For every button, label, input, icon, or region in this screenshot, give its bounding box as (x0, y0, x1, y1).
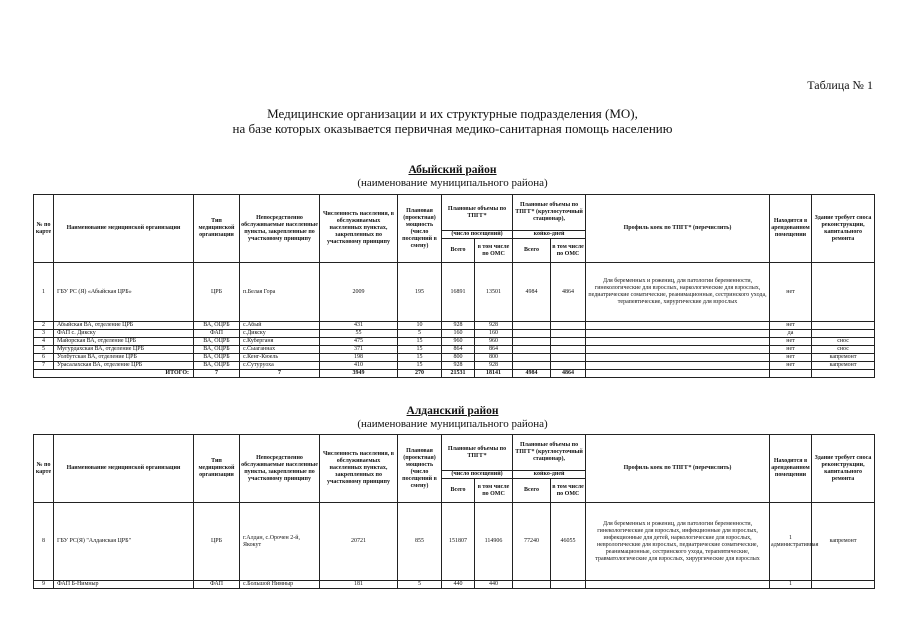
col-profile: Профиль коек по ТПГГ* (перечислить) (586, 435, 770, 503)
cell-amb-oms: 928 (475, 362, 513, 370)
cell-building (812, 370, 875, 378)
col-hospital-unit: койко-дней (513, 471, 586, 479)
cell-capacity: 270 (398, 370, 442, 378)
cell-amb-oms: 440 (475, 581, 513, 589)
cell-hosp-total: 4984 (513, 263, 551, 322)
col-hospital-unit: койко-дней (513, 231, 586, 239)
cell-type: ВА, ОЦРБ (194, 354, 240, 362)
cell-capacity: 15 (398, 362, 442, 370)
col-oms: в том числе по ОМС (475, 239, 513, 263)
cell-amb-total: 960 (442, 338, 475, 346)
col-total: Всего (442, 239, 475, 263)
col-ambulatory-unit: (число посещений) (442, 231, 513, 239)
col-rent: Находится в арендованном помещении (770, 435, 812, 503)
cell-amb-oms: 928 (475, 322, 513, 330)
region-name: Абыйский район (408, 164, 497, 176)
cell-hosp-total (513, 322, 551, 330)
table-number: Таблица № 1 (807, 78, 873, 92)
cell-name: ГБУ РС (Я) «Абыйская ЦРБ» (54, 263, 194, 322)
cell-building: капремонт (812, 362, 875, 370)
cell-amb-oms: 864 (475, 346, 513, 354)
cell-capacity: 15 (398, 346, 442, 354)
col-oms: в том числе по ОМС (551, 239, 586, 263)
cell-capacity: 5 (398, 581, 442, 589)
medical-organizations-table (33, 194, 875, 378)
cell-population: 3949 (320, 370, 398, 378)
cell-amb-total: 928 (442, 322, 475, 330)
cell-hosp-oms (551, 346, 586, 354)
col-building: Здание требует сноса реконструкции, капитального ремонта (812, 435, 875, 503)
cell-type: ВА, ОЦРБ (194, 322, 240, 330)
cell-settlements: с.Кенг-Кюель (240, 354, 320, 362)
document-title-line2: на базе которых оказывается первичная медико-санитарная помощь населению (232, 121, 673, 136)
cell-hosp-total: 77240 (513, 503, 551, 581)
col-settlements: Непосредственно обслуживаемые населенные пункты, закрепленные по участковому принципу (240, 435, 320, 503)
cell-name: Уолбутская ВА, отделение ЦРБ (54, 354, 194, 362)
cell-amb-total: 928 (442, 362, 475, 370)
cell-type: ЦРБ (194, 503, 240, 581)
col-type: Тип медицинской организации (194, 195, 240, 263)
cell-building: капремонт (812, 354, 875, 362)
cell-type: 7 (194, 370, 240, 378)
cell-population: 2009 (320, 263, 398, 322)
cell-settlements: с.Сутуруоха (240, 362, 320, 370)
cell-rent: нет (770, 354, 812, 362)
cell-type: ЦРБ (194, 263, 240, 322)
cell-num: 4 (34, 338, 54, 346)
col-type: Тип медицинской организации (194, 435, 240, 503)
cell-rent: 1 (770, 581, 812, 589)
cell-population: 431 (320, 322, 398, 330)
cell-building: снос (812, 338, 875, 346)
totals-row (34, 370, 875, 378)
cell-population: 475 (320, 338, 398, 346)
col-population: Численность населения, в обслуживаемых населенных пунктах, закрепленных по участковому принципу (320, 195, 398, 263)
cell-rent: нет (770, 362, 812, 370)
col-oms: в том числе по ОМС (475, 479, 513, 503)
cell-settlements: 7 (240, 370, 320, 378)
cell-amb-oms: 960 (475, 338, 513, 346)
col-hospital: Плановые объемы по ТПГГ* (круглосуточный стационар), (513, 195, 586, 231)
cell-num: 9 (34, 581, 54, 589)
cell-amb-oms: 18141 (475, 370, 513, 378)
table-row (34, 346, 875, 354)
document-title-line1: Медицинские организации и их структурные подразделения (МО), (267, 106, 638, 121)
cell-rent: 1 административная (770, 503, 812, 581)
cell-name: ФАП с. Дикску (54, 330, 194, 338)
cell-amb-total: 864 (442, 346, 475, 354)
cell-rent: да (770, 330, 812, 338)
cell-amb-total: 21531 (442, 370, 475, 378)
cell-name: Майорская ВА, отделение ЦРБ (54, 338, 194, 346)
cell-profile (586, 330, 770, 338)
cell-amb-oms: 114906 (475, 503, 513, 581)
col-num: № по карте (34, 195, 54, 263)
cell-building: снос (812, 346, 875, 354)
cell-rent: нет (770, 263, 812, 322)
cell-capacity: 5 (398, 330, 442, 338)
cell-type: ВА, ОЦРБ (194, 346, 240, 354)
cell-profile (586, 346, 770, 354)
cell-amb-oms: 160 (475, 330, 513, 338)
col-ambulatory: Плановые объемы по ТПГГ* (442, 195, 513, 231)
table-row (34, 362, 875, 370)
cell-amb-total: 160 (442, 330, 475, 338)
cell-hosp-total (513, 330, 551, 338)
cell-num: 6 (34, 354, 54, 362)
cell-hosp-oms: 4864 (551, 370, 586, 378)
cell-hosp-total: 4984 (513, 370, 551, 378)
cell-name: Абыйская ВА, отделение ЦРБ (54, 322, 194, 330)
cell-rent: нет (770, 346, 812, 354)
cell-num: 3 (34, 330, 54, 338)
col-ambulatory-unit: (число посещений) (442, 471, 513, 479)
table-row (34, 338, 875, 346)
medical-organizations-table (33, 434, 875, 589)
cell-capacity: 195 (398, 263, 442, 322)
cell-population: 371 (320, 346, 398, 354)
col-capacity: Плановая (проектная) мощность (число посещений в смену) (398, 435, 442, 503)
col-profile: Профиль коек по ТПГГ* (перечислить) (586, 195, 770, 263)
cell-hosp-total (513, 346, 551, 354)
cell-hosp-oms (551, 354, 586, 362)
col-name: Наименование медицинской организации (54, 195, 194, 263)
col-ambulatory: Плановые объемы по ТПГГ* (442, 435, 513, 471)
cell-amb-total: 440 (442, 581, 475, 589)
col-name: Наименование медицинской организации (54, 435, 194, 503)
cell-hosp-total (513, 362, 551, 370)
cell-num: 1 (34, 263, 54, 322)
cell-hosp-total (513, 581, 551, 589)
cell-amb-total: 800 (442, 354, 475, 362)
col-rent: Находится в арендованном помещении (770, 195, 812, 263)
cell-profile (586, 338, 770, 346)
cell-type: ВА, ОЦРБ (194, 362, 240, 370)
region-subtitle: (наименование муниципального района) (357, 177, 548, 189)
cell-name: Урасалахская ВА, отделение ЦРБ (54, 362, 194, 370)
cell-num: 7 (34, 362, 54, 370)
cell-settlements: с.Абый (240, 322, 320, 330)
cell-profile (586, 581, 770, 589)
cell-hosp-oms (551, 581, 586, 589)
cell-capacity: 855 (398, 503, 442, 581)
cell-hosp-oms (551, 338, 586, 346)
table-row (34, 503, 875, 581)
col-population: Численность населения, в обслуживаемых населенных пунктах, закрепленных по участковому принципу (320, 435, 398, 503)
table-row (34, 322, 875, 330)
cell-building (812, 263, 875, 322)
cell-rent (770, 370, 812, 378)
cell-hosp-oms: 46055 (551, 503, 586, 581)
cell-hosp-oms: 4864 (551, 263, 586, 322)
table-row (34, 581, 875, 589)
totals-label: ИТОГО: (34, 370, 194, 378)
cell-hosp-total (513, 338, 551, 346)
cell-profile (586, 322, 770, 330)
cell-type: ФАП (194, 581, 240, 589)
cell-settlements: с.Куберганя (240, 338, 320, 346)
cell-building: капремонт (812, 503, 875, 581)
table-row (34, 263, 875, 322)
cell-population: 198 (320, 354, 398, 362)
cell-amb-oms: 800 (475, 354, 513, 362)
col-num: № по карте (34, 435, 54, 503)
col-building: Здание требует сноса реконструкции, капитального ремонта (812, 195, 875, 263)
cell-population: 410 (320, 362, 398, 370)
cell-settlements: с.Сыаганнах (240, 346, 320, 354)
cell-hosp-total (513, 354, 551, 362)
cell-capacity: 15 (398, 338, 442, 346)
cell-profile (586, 354, 770, 362)
col-oms: в том числе по ОМС (551, 479, 586, 503)
cell-name: ФАП Б-Нимныр (54, 581, 194, 589)
cell-settlements: с.Большой Нимныр (240, 581, 320, 589)
col-settlements: Непосредственно обслуживаемые населенные пункты, закрепленные по участковому принципу (240, 195, 320, 263)
cell-profile: Для беременных и рожениц, для патологии беременности, гинекологические для взрослых, наркологические для взрослых, педиатрические соматические, реанимационные, сестринского ухода, терапевтические, хирургические для взрослых (586, 263, 770, 322)
cell-settlements: г.Алдан, с.Орочен 2-й, Якокут (240, 503, 320, 581)
cell-num: 2 (34, 322, 54, 330)
cell-type: ВА, ОЦРБ (194, 338, 240, 346)
table-row (34, 354, 875, 362)
cell-hosp-oms (551, 322, 586, 330)
cell-rent: нет (770, 338, 812, 346)
col-total: Всего (442, 479, 475, 503)
region-subtitle: (наименование муниципального района) (357, 418, 548, 430)
col-total: Всего (513, 479, 551, 503)
col-hospital: Плановые объемы по ТПГГ* (круглосуточный стационар), (513, 435, 586, 471)
cell-capacity: 10 (398, 322, 442, 330)
cell-name: ГБУ РС(Я) "Алданская ЦРБ" (54, 503, 194, 581)
cell-rent: нет (770, 322, 812, 330)
col-capacity: Плановая (проектная) мощность (число посещений в смену) (398, 195, 442, 263)
cell-population: 20721 (320, 503, 398, 581)
cell-building (812, 322, 875, 330)
region-name: Алданский район (406, 405, 499, 417)
cell-amb-oms: 13501 (475, 263, 513, 322)
cell-profile (586, 362, 770, 370)
cell-amb-total: 151807 (442, 503, 475, 581)
cell-hosp-oms (551, 330, 586, 338)
cell-settlements: п.Белая Гора (240, 263, 320, 322)
cell-profile (586, 370, 770, 378)
cell-name: Мугурдахская ВА, отделение ЦРБ (54, 346, 194, 354)
cell-profile: Для беременных и рожениц, для патологии беременности, гинекологические для взрослых, инфекционные для взрослых, инфекционные для детей, наркологические для взрослых, неврологические для взрослых, педиатрические соматические, реанимационные, сестринского ухода, терапевтические, травматологические для взрослых, хирургические для взрослых (586, 503, 770, 581)
cell-type: ФАП (194, 330, 240, 338)
cell-capacity: 15 (398, 354, 442, 362)
cell-num: 8 (34, 503, 54, 581)
cell-population: 55 (320, 330, 398, 338)
cell-population: 181 (320, 581, 398, 589)
col-total: Всего (513, 239, 551, 263)
table-row (34, 330, 875, 338)
cell-settlements: с.Дикску (240, 330, 320, 338)
cell-building (812, 581, 875, 589)
cell-hosp-oms (551, 362, 586, 370)
cell-amb-total: 16891 (442, 263, 475, 322)
cell-building (812, 330, 875, 338)
cell-num: 5 (34, 346, 54, 354)
